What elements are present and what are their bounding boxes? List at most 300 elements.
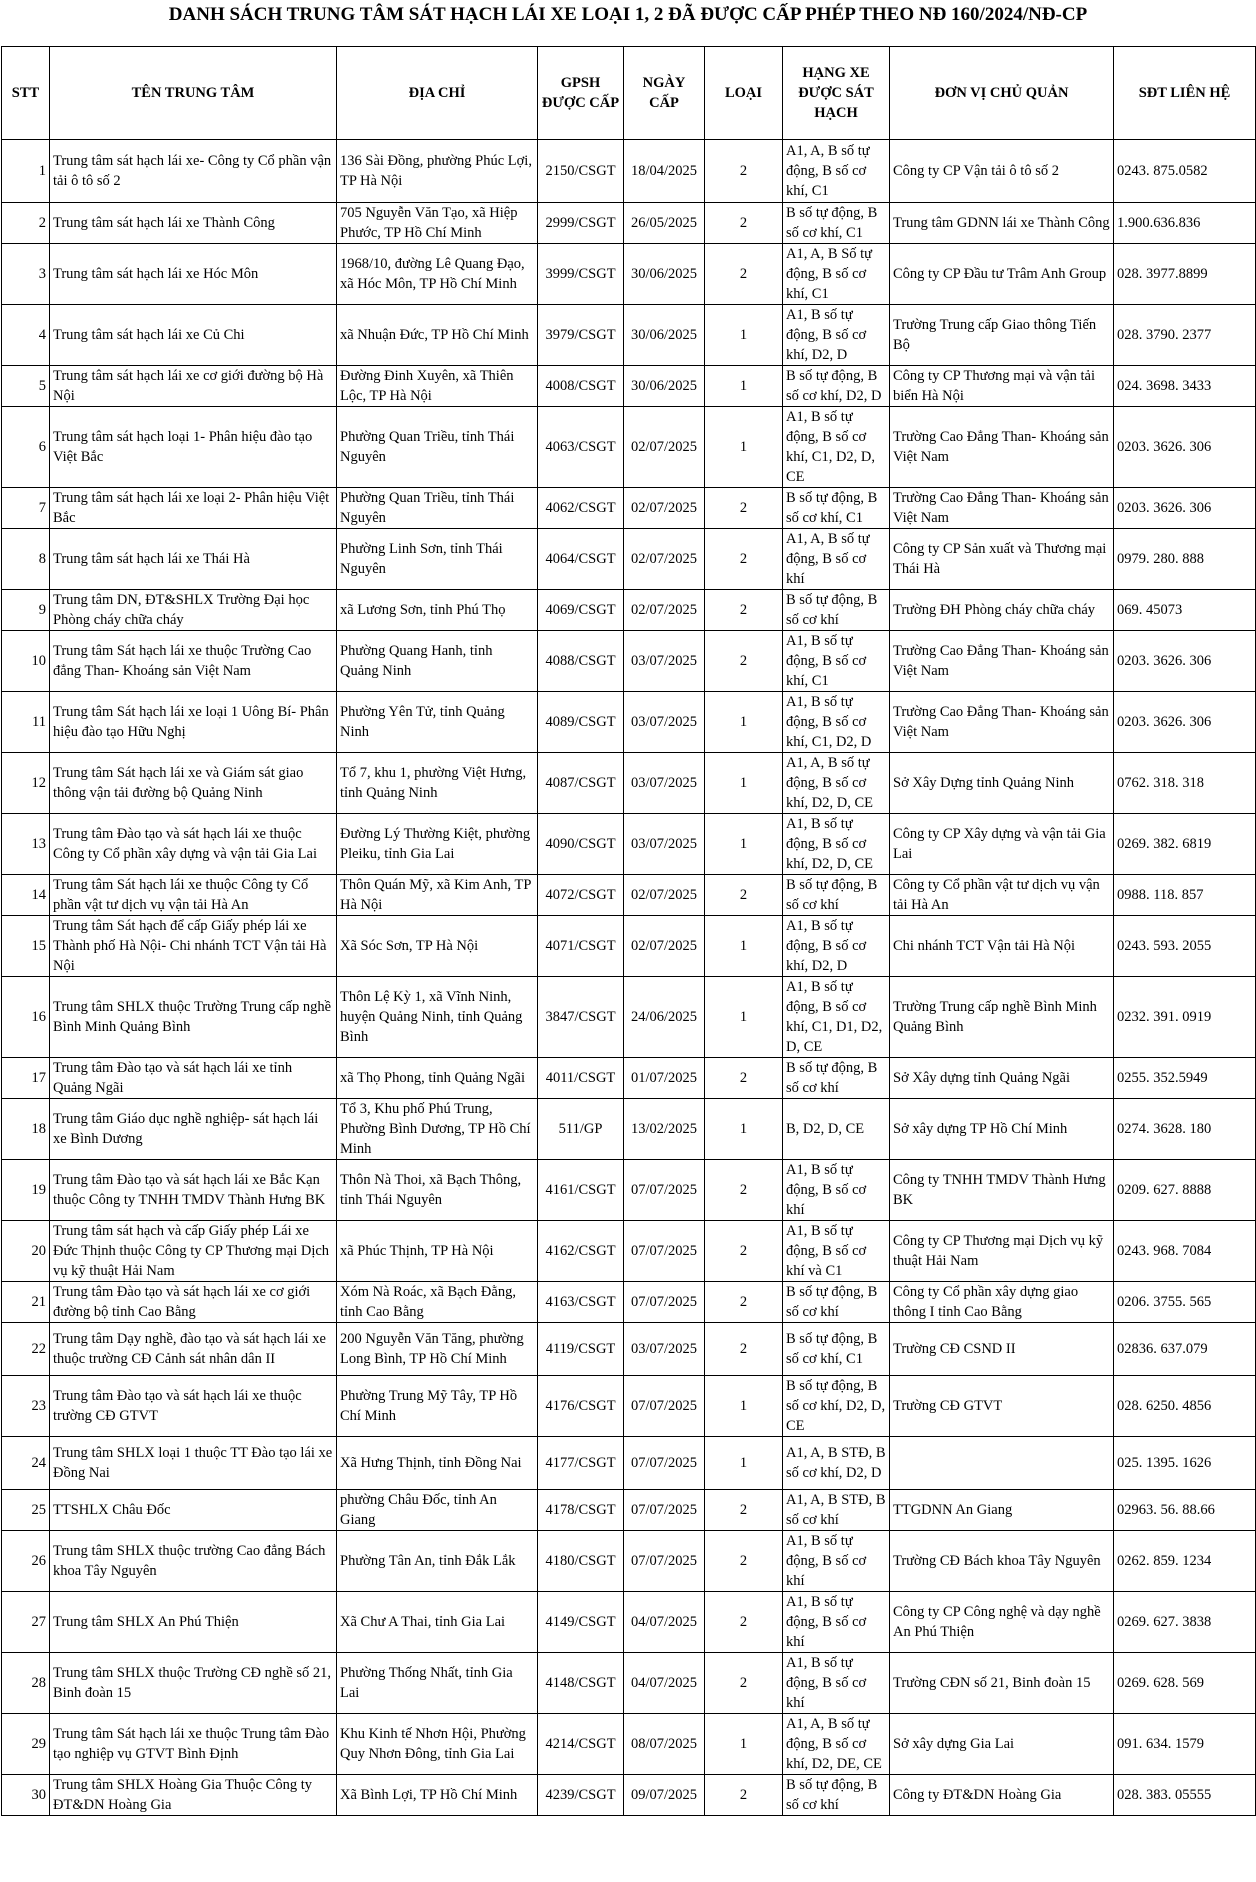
cell-class: A1, B số tự động, B số cơ khí, D2, D xyxy=(783,305,890,366)
cell-name: Trung tâm SHLX loại 1 thuộc TT Đào tạo lái xe Đồng Nai xyxy=(50,1437,337,1490)
table-row xyxy=(2,1653,1256,1714)
cell-address: Phường Linh Sơn, tỉnh Thái Nguyên xyxy=(337,529,538,590)
cell-owner: Công ty CP Đầu tư Trâm Anh Group xyxy=(890,244,1114,305)
cell-date: 13/02/2025 xyxy=(624,1099,705,1160)
cell-address: Đường Đinh Xuyên, xã Thiên Lộc, TP Hà Nội xyxy=(337,366,538,407)
cell-type: 2 xyxy=(705,1221,783,1282)
cell-date: 03/07/2025 xyxy=(624,753,705,814)
header-type: LOẠI xyxy=(705,47,783,140)
cell-class: B, D2, D, CE xyxy=(783,1099,890,1160)
cell-license: 4214/CSGT xyxy=(538,1714,624,1775)
cell-phone: 0988. 118. 857 xyxy=(1114,875,1256,916)
cell-stt: 7 xyxy=(2,488,50,529)
cell-owner: Trường CĐ Bách khoa Tây Nguyên xyxy=(890,1531,1114,1592)
cell-license: 2999/CSGT xyxy=(538,203,624,244)
cell-address: Thôn Nà Thoi, xã Bạch Thông, tỉnh Thái Nguyên xyxy=(337,1160,538,1221)
cell-owner: Công ty TNHH TMDV Thành Hưng BK xyxy=(890,1160,1114,1221)
cell-stt: 18 xyxy=(2,1099,50,1160)
table-row xyxy=(2,1323,1256,1376)
cell-owner: Trường ĐH Phòng cháy chữa cháy xyxy=(890,590,1114,631)
cell-name: Trung tâm DN, ĐT&SHLX Trường Đại học Phòng cháy chữa cháy xyxy=(50,590,337,631)
cell-stt: 29 xyxy=(2,1714,50,1775)
cell-license: 4063/CSGT xyxy=(538,407,624,488)
cell-stt: 19 xyxy=(2,1160,50,1221)
cell-type: 2 xyxy=(705,529,783,590)
cell-owner: Trường Cao Đẳng Than- Khoáng sản Việt Nam xyxy=(890,692,1114,753)
cell-date: 07/07/2025 xyxy=(624,1490,705,1531)
cell-name: Trung tâm sát hạch lái xe cơ giới đường bộ Hà Nội xyxy=(50,366,337,407)
cell-license: 4239/CSGT xyxy=(538,1775,624,1816)
cell-owner xyxy=(890,1437,1114,1490)
cell-type: 2 xyxy=(705,590,783,631)
cell-owner: Công ty Cổ phần vật tư dịch vụ vận tải Hà An xyxy=(890,875,1114,916)
cell-class: A1, A, B số tự động, B số cơ khí, D2, DE, CE xyxy=(783,1714,890,1775)
cell-address: Phường Quang Hanh, tỉnh Quảng Ninh xyxy=(337,631,538,692)
cell-class: A1, A, B số tự động, B số cơ khí, C1 xyxy=(783,140,890,203)
cell-name: Trung tâm Sát hạch lái xe thuộc Trung tâm Đào tạo nghiệp vụ GTVT Bình Định xyxy=(50,1714,337,1775)
cell-license: 4011/CSGT xyxy=(538,1058,624,1099)
center-table xyxy=(1,46,1256,1816)
cell-class: A1, B số tự động, B số cơ khí, C1, D1, D2, D, CE xyxy=(783,977,890,1058)
table-row xyxy=(2,1592,1256,1653)
table-body xyxy=(2,140,1256,1816)
cell-phone: 028. 383. 05555 xyxy=(1114,1775,1256,1816)
cell-owner: Công ty CP Thương mại Dịch vụ kỹ thuật Hải Nam xyxy=(890,1221,1114,1282)
cell-name: Trung tâm SHLX thuộc Trường CĐ nghề số 21, Binh đoàn 15 xyxy=(50,1653,337,1714)
cell-class: B số tự động, B số cơ khí, C1 xyxy=(783,1323,890,1376)
header-owner: ĐƠN VỊ CHỦ QUẢN xyxy=(890,47,1114,140)
header-date: NGÀY CẤP xyxy=(624,47,705,140)
cell-date: 09/07/2025 xyxy=(624,1775,705,1816)
cell-date: 07/07/2025 xyxy=(624,1376,705,1437)
table-row xyxy=(2,1490,1256,1531)
cell-license: 4072/CSGT xyxy=(538,875,624,916)
cell-name: Trung tâm Dạy nghề, đào tạo và sát hạch lái xe thuộc trường CĐ Cảnh sát nhân dân II xyxy=(50,1323,337,1376)
cell-phone: 0243. 968. 7084 xyxy=(1114,1221,1256,1282)
cell-owner: Công ty CP Sản xuất và Thương mại Thái Hà xyxy=(890,529,1114,590)
cell-phone: 024. 3698. 3433 xyxy=(1114,366,1256,407)
cell-type: 1 xyxy=(705,366,783,407)
cell-phone: 0269. 628. 569 xyxy=(1114,1653,1256,1714)
table-row xyxy=(2,875,1256,916)
cell-owner: Sở xây dựng Gia Lai xyxy=(890,1714,1114,1775)
cell-owner: Trường CĐ CSND II xyxy=(890,1323,1114,1376)
cell-address: Phường Yên Tử, tỉnh Quảng Ninh xyxy=(337,692,538,753)
cell-address: Phường Tân An, tỉnh Đắk Lắk xyxy=(337,1531,538,1592)
header-address: ĐỊA CHỈ xyxy=(337,47,538,140)
cell-owner: Trường Trung cấp Giao thông Tiến Bộ xyxy=(890,305,1114,366)
cell-class: B số tự động, B số cơ khí xyxy=(783,590,890,631)
table-row xyxy=(2,753,1256,814)
cell-type: 2 xyxy=(705,631,783,692)
cell-date: 03/07/2025 xyxy=(624,814,705,875)
cell-name: Trung tâm sát hạch lái xe- Công ty Cổ phần vận tải ô tô số 2 xyxy=(50,140,337,203)
cell-owner: Sở xây dựng TP Hồ Chí Minh xyxy=(890,1099,1114,1160)
cell-address: Xã Chư A Thai, tỉnh Gia Lai xyxy=(337,1592,538,1653)
table-row xyxy=(2,244,1256,305)
cell-type: 2 xyxy=(705,244,783,305)
cell-stt: 23 xyxy=(2,1376,50,1437)
cell-phone: 0203. 3626. 306 xyxy=(1114,488,1256,529)
cell-owner: Trường CĐ GTVT xyxy=(890,1376,1114,1437)
cell-type: 2 xyxy=(705,1282,783,1323)
header-license: GPSH ĐƯỢC CẤP xyxy=(538,47,624,140)
cell-address: Xã Sóc Sơn, TP Hà Nội xyxy=(337,916,538,977)
cell-stt: 21 xyxy=(2,1282,50,1323)
cell-name: Trung tâm SHLX thuộc trường Cao đẳng Bách khoa Tây Nguyên xyxy=(50,1531,337,1592)
cell-type: 2 xyxy=(705,488,783,529)
cell-address: xã Phúc Thịnh, TP Hà Nội xyxy=(337,1221,538,1282)
cell-address: phường Châu Đốc, tỉnh An Giang xyxy=(337,1490,538,1531)
cell-owner: TTGDNN An Giang xyxy=(890,1490,1114,1531)
cell-address: Thôn Quán Mỹ, xã Kim Anh, TP Hà Nội xyxy=(337,875,538,916)
table-row xyxy=(2,1058,1256,1099)
cell-license: 3847/CSGT xyxy=(538,977,624,1058)
header-name: TÊN TRUNG TÂM xyxy=(50,47,337,140)
cell-date: 07/07/2025 xyxy=(624,1282,705,1323)
cell-license: 4089/CSGT xyxy=(538,692,624,753)
table-row xyxy=(2,1099,1256,1160)
cell-stt: 12 xyxy=(2,753,50,814)
cell-license: 4069/CSGT xyxy=(538,590,624,631)
header-stt: STT xyxy=(2,47,50,140)
cell-stt: 16 xyxy=(2,977,50,1058)
cell-owner: Công ty CP Thương mại và vận tải biển Hà Nội xyxy=(890,366,1114,407)
cell-license: 4062/CSGT xyxy=(538,488,624,529)
cell-type: 1 xyxy=(705,814,783,875)
cell-address: Phường Thống Nhất, tỉnh Gia Lai xyxy=(337,1653,538,1714)
cell-stt: 24 xyxy=(2,1437,50,1490)
cell-address: Xã Hưng Thịnh, tỉnh Đồng Nai xyxy=(337,1437,538,1490)
cell-stt: 13 xyxy=(2,814,50,875)
table-row xyxy=(2,1282,1256,1323)
cell-type: 2 xyxy=(705,1058,783,1099)
cell-date: 02/07/2025 xyxy=(624,529,705,590)
cell-stt: 3 xyxy=(2,244,50,305)
cell-name: Trung tâm sát hạch lái xe Thái Hà xyxy=(50,529,337,590)
cell-type: 1 xyxy=(705,1437,783,1490)
cell-stt: 15 xyxy=(2,916,50,977)
table-row xyxy=(2,488,1256,529)
cell-class: A1, A, B số tự động, B số cơ khí xyxy=(783,529,890,590)
table-row xyxy=(2,631,1256,692)
cell-class: A1, B số tự động, B số cơ khí, C1 xyxy=(783,631,890,692)
cell-stt: 1 xyxy=(2,140,50,203)
table-row xyxy=(2,1160,1256,1221)
cell-type: 1 xyxy=(705,1376,783,1437)
cell-license: 4087/CSGT xyxy=(538,753,624,814)
cell-date: 07/07/2025 xyxy=(624,1160,705,1221)
cell-license: 4088/CSGT xyxy=(538,631,624,692)
cell-date: 02/07/2025 xyxy=(624,407,705,488)
cell-type: 2 xyxy=(705,1653,783,1714)
cell-type: 1 xyxy=(705,1099,783,1160)
cell-phone: 069. 45073 xyxy=(1114,590,1256,631)
cell-class: A1, A, B số tự động, B số cơ khí, D2, D, CE xyxy=(783,753,890,814)
cell-phone: 02836. 637.079 xyxy=(1114,1323,1256,1376)
cell-class: A1, B số tự động, B số cơ khí xyxy=(783,1160,890,1221)
cell-address: Thôn Lệ Kỳ 1, xã Vĩnh Ninh, huyện Quảng Ninh, tỉnh Quảng Bình xyxy=(337,977,538,1058)
cell-license: 4119/CSGT xyxy=(538,1323,624,1376)
table-row xyxy=(2,1221,1256,1282)
cell-address: Phường Trung Mỹ Tây, TP Hồ Chí Minh xyxy=(337,1376,538,1437)
table-row xyxy=(2,407,1256,488)
cell-stt: 26 xyxy=(2,1531,50,1592)
cell-phone: 0243. 875.0582 xyxy=(1114,140,1256,203)
cell-address: 1968/10, đường Lê Quang Đạo, xã Hóc Môn, TP Hồ Chí Minh xyxy=(337,244,538,305)
header-phone: SĐT LIÊN HỆ xyxy=(1114,47,1256,140)
cell-owner: Trường Trung cấp nghề Bình Minh Quảng Bình xyxy=(890,977,1114,1058)
cell-license: 4161/CSGT xyxy=(538,1160,624,1221)
cell-type: 2 xyxy=(705,1160,783,1221)
cell-date: 04/07/2025 xyxy=(624,1592,705,1653)
cell-date: 07/07/2025 xyxy=(624,1221,705,1282)
cell-stt: 8 xyxy=(2,529,50,590)
cell-class: A1, B số tự động, B số cơ khí, D2, D xyxy=(783,916,890,977)
cell-license: 4149/CSGT xyxy=(538,1592,624,1653)
cell-owner: Trường Cao Đẳng Than- Khoáng sản Việt Nam xyxy=(890,407,1114,488)
cell-address: Tổ 3, Khu phố Phú Trung, Phường Bình Dương, TP Hồ Chí Minh xyxy=(337,1099,538,1160)
table-row xyxy=(2,590,1256,631)
cell-name: Trung tâm Sát hạch lái xe thuộc Trường Cao đẳng Than- Khoáng sản Việt Nam xyxy=(50,631,337,692)
cell-name: Trung tâm Giáo dục nghề nghiệp- sát hạch lái xe Bình Dương xyxy=(50,1099,337,1160)
cell-phone: 028. 6250. 4856 xyxy=(1114,1376,1256,1437)
cell-phone: 091. 634. 1579 xyxy=(1114,1714,1256,1775)
cell-class: A1, A, B Số tự động, B số cơ khí, C1 xyxy=(783,244,890,305)
cell-class: A1, B số tự động, B số cơ khí, C1, D2, D, CE xyxy=(783,407,890,488)
cell-license: 3999/CSGT xyxy=(538,244,624,305)
cell-type: 1 xyxy=(705,753,783,814)
cell-name: Trung tâm sát hạch lái xe Hóc Môn xyxy=(50,244,337,305)
cell-license: 2150/CSGT xyxy=(538,140,624,203)
table-row xyxy=(2,1376,1256,1437)
cell-class: B số tự động, B số cơ khí, C1 xyxy=(783,203,890,244)
cell-type: 2 xyxy=(705,203,783,244)
cell-license: 511/GP xyxy=(538,1099,624,1160)
cell-phone: 0255. 352.5949 xyxy=(1114,1058,1256,1099)
table-row xyxy=(2,1531,1256,1592)
cell-date: 03/07/2025 xyxy=(624,692,705,753)
cell-name: Trung tâm Đào tạo và sát hạch lái xe thuộc Công ty Cổ phần xây dựng và vận tải Gia Lai xyxy=(50,814,337,875)
cell-phone: 0203. 3626. 306 xyxy=(1114,692,1256,753)
cell-date: 04/07/2025 xyxy=(624,1653,705,1714)
cell-owner: Công ty CP Công nghệ và dạy nghề An Phú Thiện xyxy=(890,1592,1114,1653)
cell-name: Trung tâm sát hạch lái xe Thành Công xyxy=(50,203,337,244)
cell-type: 1 xyxy=(705,1714,783,1775)
cell-license: 4148/CSGT xyxy=(538,1653,624,1714)
cell-date: 07/07/2025 xyxy=(624,1437,705,1490)
cell-name: Trung tâm sát hạch loại 1- Phân hiệu đào tạo Việt Bắc xyxy=(50,407,337,488)
cell-owner: Chi nhánh TCT Vận tải Hà Nội xyxy=(890,916,1114,977)
cell-stt: 25 xyxy=(2,1490,50,1531)
cell-stt: 6 xyxy=(2,407,50,488)
cell-name: Trung tâm SHLX Hoàng Gia Thuộc Công ty ĐT&DN Hoàng Gia xyxy=(50,1775,337,1816)
cell-class: A1, B số tự động, B số cơ khí xyxy=(783,1531,890,1592)
cell-class: A1, B số tự động, B số cơ khí, C1, D2, D xyxy=(783,692,890,753)
cell-class: B số tự động, B số cơ khí xyxy=(783,1775,890,1816)
cell-type: 1 xyxy=(705,977,783,1058)
cell-phone: 0762. 318. 318 xyxy=(1114,753,1256,814)
table-row xyxy=(2,529,1256,590)
cell-phone: 1.900.636.836 xyxy=(1114,203,1256,244)
cell-class: A1, A, B STĐ, B số cơ khí xyxy=(783,1490,890,1531)
cell-address: 705 Nguyễn Văn Tạo, xã Hiệp Phước, TP Hồ Chí Minh xyxy=(337,203,538,244)
table-row xyxy=(2,916,1256,977)
cell-date: 08/07/2025 xyxy=(624,1714,705,1775)
cell-date: 24/06/2025 xyxy=(624,977,705,1058)
cell-owner: Trường CĐN số 21, Binh đoàn 15 xyxy=(890,1653,1114,1714)
cell-name: Trung tâm Sát hạch lái xe loại 1 Uông Bí- Phân hiệu đào tạo Hữu Nghị xyxy=(50,692,337,753)
cell-license: 4162/CSGT xyxy=(538,1221,624,1282)
cell-phone: 02963. 56. 88.66 xyxy=(1114,1490,1256,1531)
cell-name: Trung tâm Sát hạch lái xe và Giám sát giao thông vận tải đường bộ Quảng Ninh xyxy=(50,753,337,814)
cell-address: xã Thọ Phong, tỉnh Quảng Ngãi xyxy=(337,1058,538,1099)
cell-date: 30/06/2025 xyxy=(624,366,705,407)
cell-type: 2 xyxy=(705,1323,783,1376)
cell-stt: 4 xyxy=(2,305,50,366)
cell-phone: 0206. 3755. 565 xyxy=(1114,1282,1256,1323)
cell-date: 01/07/2025 xyxy=(624,1058,705,1099)
cell-date: 30/06/2025 xyxy=(624,244,705,305)
cell-name: Trung tâm sát hạch và cấp Giấy phép Lái xe Đức Thịnh thuộc Công ty CP Thương mại Dịch vụ kỹ thuật Hải Nam xyxy=(50,1221,337,1282)
table-row xyxy=(2,1775,1256,1816)
cell-type: 2 xyxy=(705,1531,783,1592)
cell-name: TTSHLX Châu Đốc xyxy=(50,1490,337,1531)
cell-license: 4180/CSGT xyxy=(538,1531,624,1592)
cell-date: 03/07/2025 xyxy=(624,631,705,692)
cell-name: Trung tâm SHLX thuộc Trường Trung cấp nghề Bình Minh Quảng Bình xyxy=(50,977,337,1058)
cell-stt: 10 xyxy=(2,631,50,692)
cell-stt: 11 xyxy=(2,692,50,753)
cell-address: Khu Kinh tế Nhơn Hội, Phường Quy Nhơn Đông, tỉnh Gia Lai xyxy=(337,1714,538,1775)
cell-license: 4178/CSGT xyxy=(538,1490,624,1531)
cell-phone: 0203. 3626. 306 xyxy=(1114,631,1256,692)
cell-class: B số tự động, B số cơ khí, D2, D, CE xyxy=(783,1376,890,1437)
cell-license: 4064/CSGT xyxy=(538,529,624,590)
table-row xyxy=(2,203,1256,244)
cell-license: 4177/CSGT xyxy=(538,1437,624,1490)
cell-license: 4176/CSGT xyxy=(538,1376,624,1437)
cell-name: Trung tâm Đào tạo và sát hạch lái xe tỉnh Quảng Ngãi xyxy=(50,1058,337,1099)
cell-date: 02/07/2025 xyxy=(624,590,705,631)
cell-owner: Công ty CP Xây dựng và vận tải Gia Lai xyxy=(890,814,1114,875)
cell-class: A1, B số tự động, B số cơ khí, D2, D, CE xyxy=(783,814,890,875)
cell-name: Trung tâm Sát hạch lái xe thuộc Công ty Cổ phần vật tư dịch vụ vận tải Hà An xyxy=(50,875,337,916)
cell-owner: Sở Xây Dựng tỉnh Quảng Ninh xyxy=(890,753,1114,814)
cell-class: A1, B số tự động, B số cơ khí xyxy=(783,1592,890,1653)
cell-stt: 27 xyxy=(2,1592,50,1653)
header-class: HẠNG XE ĐƯỢC SÁT HẠCH xyxy=(783,47,890,140)
cell-address: 200 Nguyễn Văn Tăng, phường Long Bình, TP Hồ Chí Minh xyxy=(337,1323,538,1376)
table-row xyxy=(2,1437,1256,1490)
cell-owner: Trường Cao Đẳng Than- Khoáng sản Việt Nam xyxy=(890,488,1114,529)
header-row xyxy=(2,47,1256,140)
table-row xyxy=(2,977,1256,1058)
cell-stt: 20 xyxy=(2,1221,50,1282)
cell-date: 26/05/2025 xyxy=(624,203,705,244)
cell-phone: 0979. 280. 888 xyxy=(1114,529,1256,590)
cell-stt: 5 xyxy=(2,366,50,407)
cell-date: 02/07/2025 xyxy=(624,916,705,977)
cell-type: 2 xyxy=(705,1592,783,1653)
cell-date: 02/07/2025 xyxy=(624,875,705,916)
cell-address: Phường Quan Triều, tỉnh Thái Nguyên xyxy=(337,488,538,529)
cell-name: Trung tâm Đào tạo và sát hạch lái xe thuộc trường CĐ GTVT xyxy=(50,1376,337,1437)
cell-license: 4090/CSGT xyxy=(538,814,624,875)
cell-address: Đường Lý Thường Kiệt, phường Pleiku, tỉnh Gia Lai xyxy=(337,814,538,875)
cell-stt: 28 xyxy=(2,1653,50,1714)
cell-name: Trung tâm SHLX An Phú Thiện xyxy=(50,1592,337,1653)
table-row xyxy=(2,305,1256,366)
cell-class: B số tự động, B số cơ khí, C1 xyxy=(783,488,890,529)
cell-license: 3979/CSGT xyxy=(538,305,624,366)
cell-address: Xã Bình Lợi, TP Hồ Chí Minh xyxy=(337,1775,538,1816)
cell-stt: 22 xyxy=(2,1323,50,1376)
table-row xyxy=(2,366,1256,407)
cell-class: B số tự động, B số cơ khí xyxy=(783,1282,890,1323)
cell-name: Trung tâm Đào tạo và sát hạch lái xe Bắc Kạn thuộc Công ty TNHH TMDV Thành Hưng BK xyxy=(50,1160,337,1221)
cell-phone: 025. 1395. 1626 xyxy=(1114,1437,1256,1490)
cell-phone: 0269. 627. 3838 xyxy=(1114,1592,1256,1653)
cell-type: 1 xyxy=(705,407,783,488)
table-row xyxy=(2,140,1256,203)
cell-phone: 0209. 627. 8888 xyxy=(1114,1160,1256,1221)
cell-phone: 0274. 3628. 180 xyxy=(1114,1099,1256,1160)
cell-owner: Công ty CP Vận tải ô tô số 2 xyxy=(890,140,1114,203)
cell-name: Trung tâm Sát hạch để cấp Giấy phép lái xe Thành phố Hà Nội- Chi nhánh TCT Vận tải Hà Nội xyxy=(50,916,337,977)
cell-class: B số tự động, B số cơ khí, D2, D xyxy=(783,366,890,407)
cell-type: 1 xyxy=(705,916,783,977)
cell-stt: 14 xyxy=(2,875,50,916)
cell-phone: 0269. 382. 6819 xyxy=(1114,814,1256,875)
cell-owner: Công ty ĐT&DN Hoàng Gia xyxy=(890,1775,1114,1816)
cell-type: 2 xyxy=(705,140,783,203)
cell-phone: 0243. 593. 2055 xyxy=(1114,916,1256,977)
cell-address: xã Nhuận Đức, TP Hồ Chí Minh xyxy=(337,305,538,366)
cell-type: 1 xyxy=(705,692,783,753)
cell-name: Trung tâm Đào tạo và sát hạch lái xe cơ giới đường bộ tỉnh Cao Bằng xyxy=(50,1282,337,1323)
cell-license: 4071/CSGT xyxy=(538,916,624,977)
table-row xyxy=(2,1714,1256,1775)
cell-date: 18/04/2025 xyxy=(624,140,705,203)
cell-date: 07/07/2025 xyxy=(624,1531,705,1592)
cell-date: 30/06/2025 xyxy=(624,305,705,366)
cell-type: 2 xyxy=(705,875,783,916)
cell-date: 02/07/2025 xyxy=(624,488,705,529)
cell-name: Trung tâm sát hạch lái xe Củ Chi xyxy=(50,305,337,366)
cell-type: 1 xyxy=(705,305,783,366)
table-row xyxy=(2,814,1256,875)
cell-address: Tổ 7, khu 1, phường Việt Hưng, tỉnh Quảng Ninh xyxy=(337,753,538,814)
cell-phone: 028. 3790. 2377 xyxy=(1114,305,1256,366)
cell-class: B số tự động, B số cơ khí xyxy=(783,875,890,916)
cell-phone: 0203. 3626. 306 xyxy=(1114,407,1256,488)
cell-stt: 9 xyxy=(2,590,50,631)
cell-address: Xóm Nà Roác, xã Bạch Đằng, tỉnh Cao Bằng xyxy=(337,1282,538,1323)
cell-stt: 30 xyxy=(2,1775,50,1816)
cell-owner: Trung tâm GDNN lái xe Thành Công xyxy=(890,203,1114,244)
cell-class: A1, B số tự động, B số cơ khí và C1 xyxy=(783,1221,890,1282)
cell-name: Trung tâm sát hạch lái xe loại 2- Phân hiệu Việt Bắc xyxy=(50,488,337,529)
cell-stt: 2 xyxy=(2,203,50,244)
cell-phone: 0232. 391. 0919 xyxy=(1114,977,1256,1058)
cell-phone: 028. 3977.8899 xyxy=(1114,244,1256,305)
cell-owner: Trường Cao Đẳng Than- Khoáng sản Việt Nam xyxy=(890,631,1114,692)
cell-license: 4163/CSGT xyxy=(538,1282,624,1323)
cell-owner: Công ty Cổ phần xây dựng giao thông I tỉnh Cao Bằng xyxy=(890,1282,1114,1323)
cell-phone: 0262. 859. 1234 xyxy=(1114,1531,1256,1592)
cell-address: 136 Sài Đồng, phường Phúc Lợi, TP Hà Nội xyxy=(337,140,538,203)
